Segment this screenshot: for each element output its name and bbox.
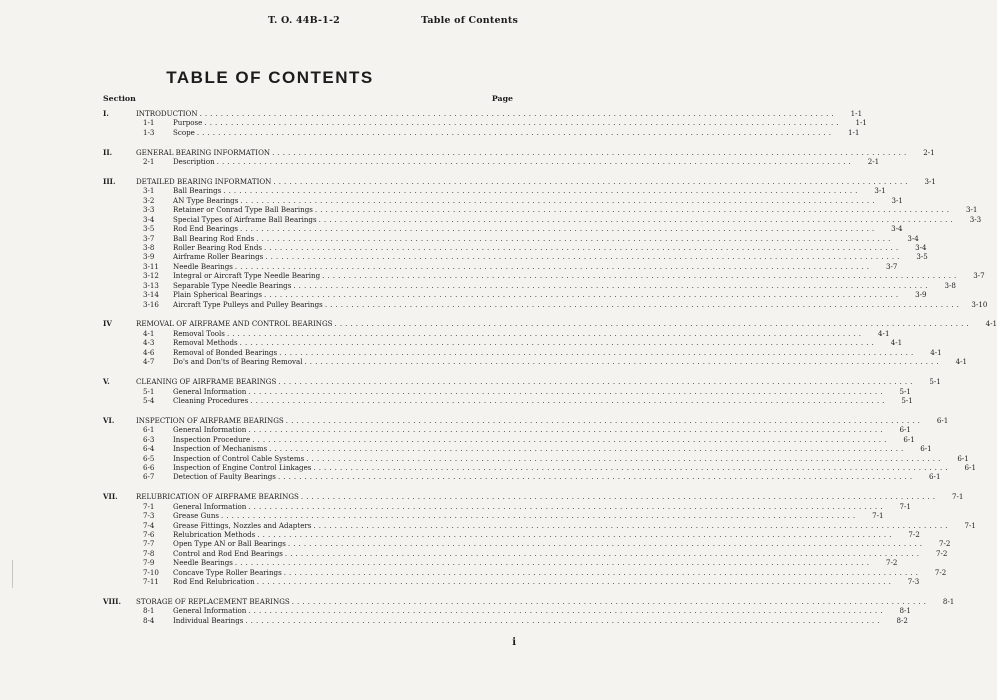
page-column-label: Page [491,94,513,103]
dot-leader: . . . . . . . . . . . . . . . . . . . . . . . . . . . . . . . . . . . . . . . . . . . . . . . . . . . . . . . . . . . . . . . . . . . . . . . . . . . . . . . . . . . . . . . . . . . . . . . . . . . . . . . . . . . . . . . . . . . . . . . . [313,520,948,530]
dot-leader: . . . . . . . . . . . . . . . . . . . . . . . . . . . . . . . . . . . . . . . . . . . . . . . . . . . . . . . . . . . . . . . . . . . . . . . . . . . . . . . . . . . . . . . . . . . . . . . . . . . . . . . . . . . . . . . . . . . . . . . . [250,395,885,405]
subsection-number: 6-4 [143,444,155,454]
subsection-page-number: 2-1 [867,157,880,167]
subsection-number: 3-12 [143,271,159,281]
toc-section-entry[interactable] [103,319,997,329]
subsection-number: 3-14 [143,290,159,300]
subsection-number: 6-5 [143,453,155,463]
subsection-title: Cleaning Procedures [173,395,249,405]
running-header: Table of Contents [421,15,518,26]
toc-section [103,415,976,482]
toc-section-entry[interactable] [103,415,949,425]
dot-leader: . . . . . . . . . . . . . . . . . . . . . . . . . . . . . . . . . . . . . . . . . . . . . . . . . . . . . . . . . . . . . . . . . . . . . . . . . . . . . . . . . . . . . . . . . . . . . . . . . . . . . . . . . . . . . . . . . . . . . . . . [263,290,899,300]
subsection-page-number: 6-1 [929,472,941,482]
section-number: VI. [103,415,115,425]
dot-leader: . . . . . . . . . . . . . . . . . . . . . . . . . . . . . . . . . . . . . . . . . . . . . . . . . . . . . . . . . . . . . . . . . . . . . . . . . . . . . . . . . . . . . . . . . . . . . . . . . . . . . . . . . . . . . . . . . . . . . . . . [240,224,875,234]
subsection-page-number: 4-1 [878,328,890,338]
section-number: II. [103,147,113,157]
subsection-title: Aircraft Type Pulleys and Pulley Bearings [173,299,323,309]
subsection-title: Open Type AN or Ball Bearings [173,539,286,549]
subsection-number: 7-3 [143,511,155,521]
dot-leader: . . . . . . . . . . . . . . . . . . . . . . . . . . . . . . . . . . . . . . . . . . . . . . . . . . . . . . . . . . . . . . . . . . . . . . . . . . . . . . . . . . . . . . . . . . . . . . . . . . . . . . . . . . . . . . . . . . . . . . . . [221,511,856,521]
subsection-page-number: 3-1 [874,186,886,196]
subsection-page-number: 3-7 [886,261,898,271]
subsection-page-number: 4-1 [930,347,942,357]
subsection-number: 8-4 [143,615,155,625]
subsection-page-number: 3-3 [969,214,982,224]
toc-subsection-entry[interactable] [103,127,860,137]
section-number: III. [103,176,116,186]
dot-leader: . . . . . . . . . . . . . . . . . . . . . . . . . . . . . . . . . . . . . . . . . . . . . . . . . . . . . . . . . . . . . . . . . . . . . . . . . . . . . . . . . . . . . . . . . . . . . . . . . . . . . . . . . . . . . . . . . . . . . . . . [240,195,875,205]
subsection-page-number: 7-2 [908,529,920,539]
subsection-title: Grease Guns [173,511,220,521]
toc-subsection-entry[interactable] [103,539,951,549]
subsection-page-number: 7-2 [934,567,947,577]
subsection-title: Grease Fittings, Nozzles and Adapters [173,520,312,530]
toc-subsection-entry[interactable] [103,357,968,367]
subsection-number: 5-1 [143,386,155,396]
subsection-page-number: 3-8 [944,280,956,290]
subsection-title: General Information [173,425,247,435]
toc-subsection-entry[interactable] [103,606,911,616]
subsection-title: Ball Bearing Rod Ends [173,233,255,243]
toc-section [103,319,997,367]
subsection-number: 7-11 [143,577,159,587]
subsection-page-number: 7-2 [939,539,951,549]
subsection-page-number: 3-1 [966,205,978,215]
subsection-title: Ball Bearings [173,186,222,196]
dot-leader: . . . . . . . . . . . . . . . . . . . . . . . . . . . . . . . . . . . . . . . . . . . . . . . . . . . . . . . . . . . . . . . . . . . . . . . . . . . . . . . . . . . . . . . . . . . . . . . . . . . . . . . . . . . . . . . . . . . . . . . . [256,577,892,587]
toc-subsection-entry[interactable] [103,299,988,309]
subsection-page-number: 7-2 [886,558,898,568]
subsection-page-number: 7-1 [872,511,884,521]
toc-subsection-entry[interactable] [103,548,948,558]
toc-subsection-entry[interactable] [103,395,913,405]
section-column-label: Section [103,94,136,103]
dot-leader: . . . . . . . . . . . . . . . . . . . . . . . . . . . . . . . . . . . . . . . . . . . . . . . . . . . . . . . . . . . . . . . . . . . . . . . . . . . . . . . . . . . . . . . . . . . . . . . . . . . . . . . . . . . . . . . . . . . . . . . . [223,186,858,196]
dot-leader: . . . . . . . . . . . . . . . . . . . . . . . . . . . . . . . . . . . . . . . . . . . . . . . . . . . . . . . . . . . . . . . . . . . . . . . . . . . . . . . . . . . . . . . . . . . . . . . . . . . . . . . . . . . . . . . . . . . . . . . . [248,606,883,616]
dot-leader: . . . . . . . . . . . . . . . . . . . . . . . . . . . . . . . . . . . . . . . . . . . . . . . . . . . . . . . . . . . . . . . . . . . . . . . . . . . . . . . . . . . . . . . . . . . . . . . . . . . . . . . . . . . . . . . . . . . . . . . . [283,567,919,577]
toc-section-entry[interactable] [103,109,863,118]
toc-subsection-entry[interactable] [103,567,947,577]
toc-subsection-entry[interactable] [103,186,886,196]
toc-subsection-entry[interactable] [103,205,978,215]
toc-section [103,596,955,625]
toc-subsection-entry[interactable] [103,233,919,243]
page-scan-mark [12,560,16,588]
subsection-number: 6-6 [143,462,155,472]
toc-subsection-entry[interactable] [103,157,880,167]
subsection-title: Inspection of Control Cable Systems [173,453,305,463]
toc-section [103,377,941,405]
section-title: GENERAL BEARING INFORMATION [136,147,271,157]
page-folio: i [512,637,516,648]
subsection-page-number: 3-4 [891,224,903,234]
subsection-title: Description [173,157,215,167]
dot-leader: . . . . . . . . . . . . . . . . . . . . . . . . . . . . . . . . . . . . . . . . . . . . . . . . . . . . . . . . . . . . . . . . . . . . . . . . . . . . . . . . . . . . . . . . . . . . . . . . . . . . . . . . . . . . . . . . . . . . . . . . [272,147,907,157]
toc-section-entry[interactable] [103,147,935,157]
section-number: V. [103,377,110,387]
section-page-number: 2-1 [923,147,935,157]
toc-subsection-entry[interactable] [103,434,915,444]
toc-subsection-entry[interactable] [103,195,903,205]
subsection-title: Removal of Bonded Bearings [173,347,278,357]
toc-subsection-entry[interactable] [103,118,867,128]
subsection-page-number: 7-1 [964,520,976,530]
toc-subsection-entry[interactable] [103,224,903,234]
subsection-title: Detection of Faulty Bearings [173,472,276,482]
subsection-number: 5-4 [143,395,155,405]
toc-section [103,109,867,137]
subsection-number: 7-1 [143,501,155,511]
dot-leader: . . . . . . . . . . . . . . . . . . . . . . . . . . . . . . . . . . . . . . . . . . . . . . . . . . . . . . . . . . . . . . . . . . . . . . . . . . . . . . . . . . . . . . . . . . . . . . . . . . . . . . . . . . . . . . . . . . . . . . . . [284,548,920,558]
dot-leader: . . . . . . . . . . . . . . . . . . . . . . . . . . . . . . . . . . . . . . . . . . . . . . . . . . . . . . . . . . . . . . . . . . . . . . . . . . . . . . . . . . . . . . . . . . . . . . . . . . . . . . . . . . . . . . . . . . . . . . . . [226,328,862,338]
dot-leader: . . . . . . . . . . . . . . . . . . . . . . . . . . . . . . . . . . . . . . . . . . . . . . . . . . . . . . . . . . . . . . . . . . . . . . . . . . . . . . . . . . . . . . . . . . . . . . . . . . . . . . . . . . . . . . . . . . . . . . . . [304,357,940,367]
toc-subsection-entry[interactable] [103,243,927,253]
toc-subsection-entry[interactable] [103,386,911,396]
section-title: INSPECTION OF AIRFRAME BEARINGS [136,415,284,425]
dot-leader: . . . . . . . . . . . . . . . . . . . . . . . . . . . . . . . . . . . . . . . . . . . . . . . . . . . . . . . . . . . . . . . . . . . . . . . . . . . . . . . . . . . . . . . . . . . . . . . . . . . . . . . . . . . . . . . . . . . . . . . . [239,338,875,348]
subsection-title: Removal Methods [173,338,238,348]
subsection-page-number: 5-1 [899,386,911,396]
dot-leader: . . . . . . . . . . . . . . . . . . . . . . . . . . . . . . . . . . . . . . . . . . . . . . . . . . . . . . . . . . . . . . . . . . . . . . . . . . . . . . . . . . . . . . . . . . . . . . . . . . . . . . . . . . . . . . . . . . . . . . . . [245,615,880,625]
section-page-number: 1-1 [850,109,863,118]
toc-subsection-entry[interactable] [103,577,920,587]
subsection-page-number: 1-1 [855,118,867,128]
toc-subsection-entry[interactable] [103,347,942,357]
section-number: VIII. [103,596,121,606]
subsection-title: Concave Type Roller Bearings [173,567,282,577]
toc-subsection-entry[interactable] [103,501,911,511]
subsection-title: Inspection of Mechanisms [173,444,268,454]
toc-section-entry[interactable] [103,377,941,387]
dot-leader: . . . . . . . . . . . . . . . . . . . . . . . . . . . . . . . . . . . . . . . . . . . . . . . . . . . . . . . . . . . . . . . . . . . . . . . . . . . . . . . . . . . . . . . . . . . . . . . . . . . . . . . . . . . . . . . . . . . . . . . . [291,596,927,606]
subsection-number: 6-1 [143,425,155,435]
dot-leader: . . . . . . . . . . . . . . . . . . . . . . . . . . . . . . . . . . . . . . . . . . . . . . . . . . . . . . . . . . . . . . . . . . . . . . . . . . . . . . . . . . . . . . . . . . . . . . . . . . . . . . . . . . . . . . . . . . . . . . . . [257,529,892,539]
subsection-number: 3-11 [143,261,159,271]
subsection-page-number: 3-5 [916,252,928,262]
subsection-number: 3-4 [143,214,155,224]
section-page-number: 8-1 [942,596,955,606]
toc-subsection-entry[interactable] [103,529,920,539]
subsection-title: Purpose [173,118,203,128]
dot-leader: . . . . . . . . . . . . . . . . . . . . . . . . . . . . . . . . . . . . . . . . . . . . . . . . . . . . . . . . . . . . . . . . . . . . . . . . . . . . . . . . . . . . . . . . . . . . . . . . . . . . . . . . . . . . . . . . . . . . . . . . [248,425,883,435]
dot-leader: . . . . . . . . . . . . . . . . . . . . . . . . . . . . . . . . . . . . . . . . . . . . . . . . . . . . . . . . . . . . . . . . . . . . . . . . . . . . . . . . . . . . . . . . . . . . . . . . . . . . . . . . . . . . . . . . . . . . . . . . [204,118,839,128]
subsection-number: 7-7 [143,539,155,549]
subsection-page-number: 8-2 [896,615,908,625]
subsection-title: General Information [173,501,247,511]
subsection-title: Rod End Bearings [173,224,239,234]
subsection-title: Scope [173,127,195,137]
section-number: IV [103,319,112,329]
section-page-number: 6-1 [936,415,949,425]
dot-leader: . . . . . . . . . . . . . . . . . . . . . . . . . . . . . . . . . . . . . . . . . . . . . . . . . . . . . . . . . . . . . . . . . . . . . . . . . . . . . . . . . . . . . . . . . . . . . . . . . . . . . . . . . . . . . . . . . . . . . . . . [322,271,957,281]
subsection-number: 3-13 [143,280,159,290]
section-page-number: 4-1 [985,319,997,329]
subsection-page-number: 7-1 [899,501,911,511]
dot-leader: . . . . . . . . . . . . . . . . . . . . . . . . . . . . . . . . . . . . . . . . . . . . . . . . . . . . . . . . . . . . . . . . . . . . . . . . . . . . . . . . . . . . . . . . . . . . . . . . . . . . . . . . . . . . . . . . . . . . . . . . [293,280,928,290]
subsection-page-number: 3-4 [907,233,919,243]
dot-leader: . . . . . . . . . . . . . . . . . . . . . . . . . . . . . . . . . . . . . . . . . . . . . . . . . . . . . . . . . . . . . . . . . . . . . . . . . . . . . . . . . . . . . . . . . . . . . . . . . . . . . . . . . . . . . . . . . . . . . . . . [306,453,941,463]
subsection-title: Inspection Procedure [173,434,251,444]
section-title: CLEANING OF AIRFRAME BEARINGS [136,377,277,387]
toc-section [103,147,935,167]
dot-leader: . . . . . . . . . . . . . . . . . . . . . . . . . . . . . . . . . . . . . . . . . . . . . . . . . . . . . . . . . . . . . . . . . . . . . . . . . . . . . . . . . . . . . . . . . . . . . . . . . . . . . . . . . . . . . . . . . . . . . . . . [265,252,900,262]
subsection-number: 7-9 [143,558,155,568]
subsection-title: Separable Type Needle Bearings [173,280,292,290]
dot-leader: . . . . . . . . . . . . . . . . . . . . . . . . . . . . . . . . . . . . . . . . . . . . . . . . . . . . . . . . . . . . . . . . . . . . . . . . . . . . . . . . . . . . . . . . . . . . . . . . . . . . . . . . . . . . . . . . . . . . . . . . [314,205,950,215]
section-title: REMOVAL OF AIRFRAME AND CONTROL BEARINGS [136,319,333,329]
subsection-number: 7-4 [143,520,155,530]
dot-leader: . . . . . . . . . . . . . . . . . . . . . . . . . . . . . . . . . . . . . . . . . . . . . . . . . . . . . . . . . . . . . . . . . . . . . . . . . . . . . . . . . . . . . . . . . . . . . . . . . . . . . . . . . . . . . . . . . . . . . . . . [252,434,887,444]
toc-subsection-entry[interactable] [103,271,985,281]
subsection-number: 3-5 [143,224,155,234]
subsection-number: 3-9 [143,252,155,262]
subsection-title: Integral or Aircraft Type Needle Bearing [173,271,321,281]
dot-leader: . . . . . . . . . . . . . . . . . . . . . . . . . . . . . . . . . . . . . . . . . . . . . . . . . . . . . . . . . . . . . . . . . . . . . . . . . . . . . . . . . . . . . . . . . . . . . . . . . . . . . . . . . . . . . . . . . . . . . . . . [287,539,923,549]
dot-leader: . . . . . . . . . . . . . . . . . . . . . . . . . . . . . . . . . . . . . . . . . . . . . . . . . . . . . . . . . . . . . . . . . . . . . . . . . . . . . . . . . . . . . . . . . . . . . . . . . . . . . . . . . . . . . . . . . . . . . . . . [248,501,883,511]
dot-leader: . . . . . . . . . . . . . . . . . . . . . . . . . . . . . . . . . . . . . . . . . . . . . . . . . . . . . . . . . . . . . . . . . . . . . . . . . . . . . . . . . . . . . . . . . . . . . . . . . . . . . . . . . . . . . . . . . . . . . . . . [234,261,870,271]
subsection-title: Special Types of Airframe Ball Bearings [173,214,317,224]
subsection-title: Individual Bearings [173,615,244,625]
subsection-page-number: 3-7 [973,271,985,281]
toc-subsection-entry[interactable] [103,558,898,568]
subsection-page-number: 7-3 [907,577,920,587]
dot-leader: . . . . . . . . . . . . . . . . . . . . . . . . . . . . . . . . . . . . . . . . . . . . . . . . . . . . . . . . . . . . . . . . . . . . . . . . . . . . . . . . . . . . . . . . . . . . . . . . . . . . . . . . . . . . . . . . . . . . . . . . [277,472,913,482]
toc-subsection-entry[interactable] [103,280,956,290]
toc-section-entry[interactable] [103,176,936,186]
section-page-number: 3-1 [924,176,936,186]
subsection-title: General Information [173,606,247,616]
subsection-number: 2-1 [143,157,155,167]
subsection-title: Needle Bearings [173,558,233,568]
subsection-title: Inspection of Engine Control Linkages [173,462,312,472]
section-page-number: 7-1 [951,492,964,502]
subsection-page-number: 3-9 [915,290,927,300]
subsection-number: 1-1 [143,118,155,128]
subsection-title: Needle Bearings [173,261,233,271]
dot-leader: . . . . . . . . . . . . . . . . . . . . . . . . . . . . . . . . . . . . . . . . . . . . . . . . . . . . . . . . . . . . . . . . . . . . . . . . . . . . . . . . . . . . . . . . . . . . . . . . . . . . . . . . . . . . . . . . . . . . . . . . [318,214,954,224]
section-title: RELUBRICATION OF AIRFRAME BEARINGS [136,492,299,502]
dot-leader: . . . . . . . . . . . . . . . . . . . . . . . . . . . . . . . . . . . . . . . . . . . . . . . . . . . . . . . . . . . . . . . . . . . . . . . . . . . . . . . . . . . . . . . . . . . . . . . . . . . . . . . . . . . . . . . . . . . . . . . . [264,243,899,253]
subsection-number: 7-8 [143,548,155,558]
subsection-number: 3-2 [143,195,155,205]
section-number: I. [103,109,109,118]
dot-leader: . . . . . . . . . . . . . . . . . . . . . . . . . . . . . . . . . . . . . . . . . . . . . . . . . . . . . . . . . . . . . . . . . . . . . . . . . . . . . . . . . . . . . . . . . . . . . . . . . . . . . . . . . . . . . . . . . . . . . . . . [279,347,914,357]
subsection-number: 7-10 [143,567,159,577]
dot-leader: . . . . . . . . . . . . . . . . . . . . . . . . . . . . . . . . . . . . . . . . . . . . . . . . . . . . . . . . . . . . . . . . . . . . . . . . . . . . . . . . . . . . . . . . . . . . . . . . . . . . . . . . . . . . . . . . . . . . . . . . [269,444,904,454]
subsection-title: Rod End Relubrication [173,577,255,587]
toc-subsection-entry[interactable] [103,252,928,262]
dot-leader: . . . . . . . . . . . . . . . . . . . . . . . . . . . . . . . . . . . . . . . . . . . . . . . . . . . . . . . . . . . . . . . . . . . . . . . . . . . . . . . . . . . . . . . . . . . . . . . . . . . . . . . . . . . . . . . . . . . . . . . . [324,299,960,309]
subsection-title: AN Type Bearings [173,195,239,205]
subsection-title: General Information [173,386,247,396]
toc-subsection-entry[interactable] [103,444,932,454]
table-of-contents [103,109,997,625]
toc-subsection-entry[interactable] [103,261,898,271]
subsection-number: 6-7 [143,472,155,482]
subsection-number: 1-3 [143,127,155,137]
subsection-number: 3-8 [143,243,155,253]
subsection-number: 6-3 [143,434,155,444]
subsection-page-number: 7-2 [936,548,948,558]
subsection-number: 3-7 [143,233,155,243]
dot-leader: . . . . . . . . . . . . . . . . . . . . . . . . . . . . . . . . . . . . . . . . . . . . . . . . . . . . . . . . . . . . . . . . . . . . . . . . . . . . . . . . . . . . . . . . . . . . . . . . . . . . . . . . . . . . . . . . . . . . . . . . [234,558,870,568]
section-number: VII. [103,492,118,502]
subsection-page-number: 4-1 [955,357,968,367]
subsection-page-number: 6-1 [920,444,932,454]
toc-section [103,492,976,587]
toc-subsection-entry[interactable] [103,425,911,435]
toc-subsection-entry[interactable] [103,214,982,224]
toc-subsection-entry[interactable] [103,462,976,472]
toc-subsection-entry[interactable] [103,290,927,300]
section-title: DETAILED BEARING INFORMATION [136,176,272,186]
dot-leader: . . . . . . . . . . . . . . . . . . . . . . . . . . . . . . . . . . . . . . . . . . . . . . . . . . . . . . . . . . . . . . . . . . . . . . . . . . . . . . . . . . . . . . . . . . . . . . . . . . . . . . . . . . . . . . . . . . . . . . . . [248,386,883,396]
dot-leader: . . . . . . . . . . . . . . . . . . . . . . . . . . . . . . . . . . . . . . . . . . . . . . . . . . . . . . . . . . . . . . . . . . . . . . . . . . . . . . . . . . . . . . . . . . . . . . . . . . . . . . . . . . . . . . . . . . . . . . . . [334,319,970,329]
subsection-title: Retainer or Conrad Type Ball Bearings [173,205,313,215]
dot-leader: . . . . . . . . . . . . . . . . . . . . . . . . . . . . . . . . . . . . . . . . . . . . . . . . . . . . . . . . . . . . . . . . . . . . . . . . . . . . . . . . . . . . . . . . . . . . . . . . . . . . . . . . . . . . . . . . . . . . . . . . [313,462,948,472]
dot-leader: . . . . . . . . . . . . . . . . . . . . . . . . . . . . . . . . . . . . . . . . . . . . . . . . . . . . . . . . . . . . . . . . . . . . . . . . . . . . . . . . . . . . . . . . . . . . . . . . . . . . . . . . . . . . . . . . . . . . . . . . [300,492,936,502]
subsection-title: Plain Spherical Bearings [173,290,262,300]
subsection-page-number: 6-1 [957,453,969,463]
subsection-number: 8-1 [143,606,155,616]
subsection-number: 3-3 [143,205,155,215]
toc-subsection-entry[interactable] [103,338,903,348]
dot-leader: . . . . . . . . . . . . . . . . . . . . . . . . . . . . . . . . . . . . . . . . . . . . . . . . . . . . . . . . . . . . . . . . . . . . . . . . . . . . . . . . . . . . . . . . . . . . . . . . . . . . . . . . . . . . . . . . . . . . . . . . [256,233,891,243]
subsection-page-number: 6-1 [903,434,915,444]
dot-leader: . . . . . . . . . . . . . . . . . . . . . . . . . . . . . . . . . . . . . . . . . . . . . . . . . . . . . . . . . . . . . . . . . . . . . . . . . . . . . . . . . . . . . . . . . . . . . . . . . . . . . . . . . . . . . . . . . . . . . . . . [278,377,913,387]
subsection-page-number: 5-1 [901,395,913,405]
subsection-number: 4-7 [143,357,155,367]
section-title: INTRODUCTION [136,109,198,118]
subsection-page-number: 6-1 [899,425,911,435]
toc-section [103,176,988,309]
subsection-title: Airframe Roller Bearings [173,252,264,262]
subsection-title: Do's and Don'ts of Bearing Removal [173,357,303,367]
toc-section-entry[interactable] [103,596,955,606]
subsection-page-number: 8-1 [899,606,911,616]
subsection-number: 3-1 [143,186,155,196]
subsection-page-number: 3-1 [891,195,903,205]
page-title: TABLE OF CONTENTS [166,68,374,87]
subsection-title: Relubrication Methods [173,529,256,539]
subsection-title: Roller Bearing Rod Ends [173,243,262,253]
toc-subsection-entry[interactable] [103,472,941,482]
dot-leader: . . . . . . . . . . . . . . . . . . . . . . . . . . . . . . . . . . . . . . . . . . . . . . . . . . . . . . . . . . . . . . . . . . . . . . . . . . . . . . . . . . . . . . . . . . . . . . . . . . . . . . . . . . . . . . . . . . . . . . . . [196,127,832,137]
document-number: T. O. 44B-1-2 [268,15,340,26]
subsection-page-number: 6-1 [964,462,976,472]
toc-subsection-entry[interactable] [103,520,976,530]
subsection-page-number: 4-1 [890,338,903,348]
toc-section-entry[interactable] [103,492,964,502]
dot-leader: . . . . . . . . . . . . . . . . . . . . . . . . . . . . . . . . . . . . . . . . . . . . . . . . . . . . . . . . . . . . . . . . . . . . . . . . . . . . . . . . . . . . . . . . . . . . . . . . . . . . . . . . . . . . . . . . . . . . . . . . [285,415,921,425]
subsection-title: Control and Rod End Bearings [173,548,283,558]
subsection-page-number: 3-4 [915,243,927,253]
subsection-number: 4-3 [143,338,155,348]
subsection-number: 3-16 [143,299,159,309]
dot-leader: . . . . . . . . . . . . . . . . . . . . . . . . . . . . . . . . . . . . . . . . . . . . . . . . . . . . . . . . . . . . . . . . . . . . . . . . . . . . . . . . . . . . . . . . . . . . . . . . . . . . . . . . . . . . . . . . . . . . . . . . [273,176,908,186]
section-page-number: 5-1 [929,377,941,387]
toc-subsection-entry[interactable] [103,615,908,625]
subsection-number: 4-1 [143,328,155,338]
subsection-title: Removal Tools [173,328,225,338]
section-title: STORAGE OF REPLACEMENT BEARINGS [136,596,290,606]
toc-subsection-entry[interactable] [103,511,884,521]
subsection-number: 4-6 [143,347,155,357]
subsection-number: 7-6 [143,529,155,539]
toc-subsection-entry[interactable] [103,328,890,338]
toc-subsection-entry[interactable] [103,453,969,463]
subsection-page-number: 1-1 [847,127,860,137]
dot-leader: . . . . . . . . . . . . . . . . . . . . . . . . . . . . . . . . . . . . . . . . . . . . . . . . . . . . . . . . . . . . . . . . . . . . . . . . . . . . . . . . . . . . . . . . . . . . . . . . . . . . . . . . . . . . . . . . . . . . . . . . [199,109,835,118]
subsection-page-number: 3-10 [971,299,988,309]
dot-leader: . . . . . . . . . . . . . . . . . . . . . . . . . . . . . . . . . . . . . . . . . . . . . . . . . . . . . . . . . . . . . . . . . . . . . . . . . . . . . . . . . . . . . . . . . . . . . . . . . . . . . . . . . . . . . . . . . . . . . . . . [216,157,852,167]
